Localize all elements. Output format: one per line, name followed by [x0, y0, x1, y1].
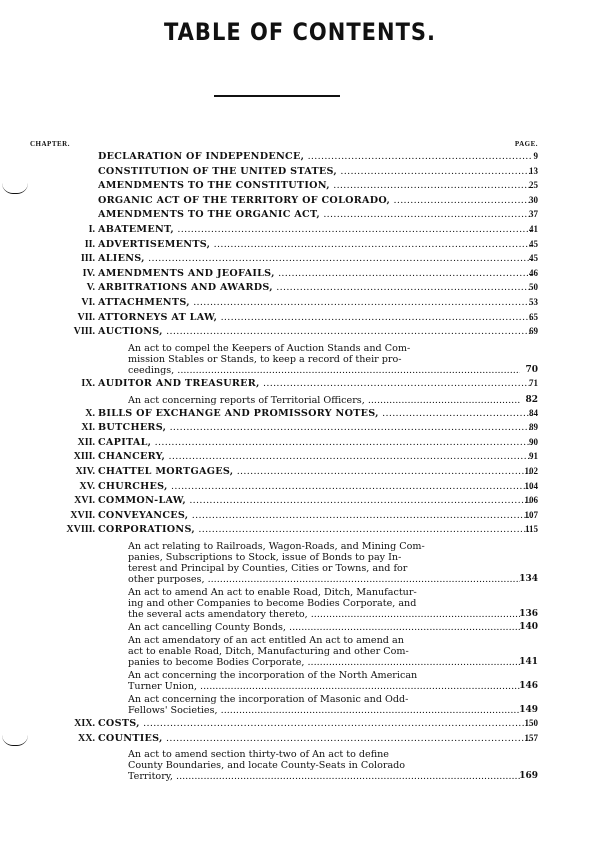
- chapter-number: VII.: [77, 311, 95, 323]
- toc-entry: [0, 510, 600, 525]
- subentry-line: County Boundaries, and locate County-Seats in Colorado: [128, 760, 406, 772]
- chapter-title: ORGANIC ACT OF THE TERRITORY OF COLORADO, .....: [98, 195, 532, 206]
- chapter-number: XI.: [81, 422, 95, 434]
- page-number: 69: [529, 326, 538, 337]
- subentry-line: Fellows' Societies, .....: [128, 705, 520, 716]
- toc-entry: [0, 166, 600, 181]
- page-number: 146: [519, 681, 538, 692]
- chapter-number: IV.: [82, 267, 95, 279]
- chapter-number: VI.: [81, 297, 95, 309]
- subentry-line: Turner Union, .....: [128, 681, 520, 692]
- page-number: 70: [525, 364, 538, 375]
- chapter-title: CHATTEL MORTGAGES, .....: [98, 466, 532, 477]
- chapter-number: XVII.: [70, 509, 95, 521]
- page-number: 141: [519, 657, 538, 668]
- toc-entry: [0, 378, 600, 393]
- subentry-line: terest and Principal by Counties, Cities or Towns, and for: [128, 563, 408, 575]
- page-number: 91: [529, 451, 538, 462]
- chapter-number: XIII.: [73, 451, 95, 463]
- page-number: 25: [529, 180, 538, 191]
- page-number: 89: [529, 422, 538, 433]
- subentry-line: panies, Subscriptions to Stock, issue of Bonds to pay In-: [128, 552, 402, 564]
- subentry-line: other purposes, .....: [128, 574, 520, 585]
- subentry-line: the several acts amendatory thereto, .....: [128, 609, 520, 620]
- title-rule: [214, 95, 340, 97]
- chapter-title: COSTS, .....: [98, 718, 532, 729]
- chapter-number: IX.: [81, 377, 95, 389]
- chapter-title: CHANCERY, .....: [98, 451, 532, 462]
- chapter-number: II.: [84, 238, 95, 250]
- contents-list: [0, 151, 600, 784]
- page-number: 150: [524, 718, 538, 729]
- page-number: 107: [524, 509, 538, 520]
- chapter-title: ADVERTISEMENTS, .....: [98, 239, 532, 250]
- subentry-line: An act cancelling County Bonds, .....: [128, 622, 520, 633]
- toc-entry: [0, 209, 600, 224]
- chapter-title: AMENDMENTS TO THE CONSTITUTION, .....: [98, 180, 532, 191]
- toc-entry: [0, 239, 600, 254]
- page-number: 46: [529, 267, 538, 278]
- page-number: 13: [529, 165, 538, 176]
- subentry-line: An act to compel the Keepers of Auction Stands and Com-: [128, 342, 411, 354]
- chapter-number: XVIII.: [66, 524, 95, 536]
- page-number: 115: [524, 524, 538, 535]
- page-number: 71: [529, 377, 538, 388]
- toc-entry: [0, 195, 600, 210]
- toc-entry: [0, 268, 600, 283]
- toc-entry: [0, 495, 600, 510]
- page-number: 50: [529, 282, 538, 293]
- chapter-title: AMENDMENTS TO THE ORGANIC ACT, .....: [98, 209, 532, 220]
- toc-subentry: [0, 395, 600, 406]
- chapter-title: AUDITOR AND TREASURER, .....: [98, 378, 532, 389]
- toc-entry: [0, 282, 600, 297]
- chapter-title: ARBITRATIONS AND AWARDS, .....: [98, 282, 532, 293]
- chapter-number: V.: [86, 282, 95, 294]
- page-number: 104: [524, 480, 538, 491]
- page-number: 134: [519, 574, 538, 585]
- chapter-number: XX.: [78, 732, 95, 744]
- toc-entry: [0, 422, 600, 437]
- toc-entry: [0, 408, 600, 423]
- subentry-line: An act concerning reports of Territorial Officers, .....: [128, 395, 520, 406]
- toc-subentry: [0, 635, 600, 668]
- chapter-title: COUNTIES, .....: [98, 733, 532, 744]
- page-number: 82: [525, 394, 538, 405]
- toc-entry: [0, 451, 600, 466]
- chapter-title: DECLARATION OF INDEPENDENCE, .....: [98, 151, 532, 162]
- subentry-line: ing and other Companies to become Bodies Corporate, and: [128, 598, 417, 610]
- chapter-title: AUCTIONS, .....: [98, 326, 532, 337]
- subentry-line: An act concerning the incorporation of Masonic and Odd-: [128, 694, 409, 706]
- page-number: 90: [529, 436, 538, 447]
- chapter-title: ATTACHMENTS, .....: [98, 297, 532, 308]
- chapter-title: BUTCHERS, .....: [98, 422, 532, 433]
- toc-subentry: [0, 541, 600, 585]
- chapter-title: AMENDMENTS AND JEOFAILS, .....: [98, 268, 532, 279]
- toc-subentry: [0, 670, 600, 692]
- chapter-title: ABATEMENT, .....: [98, 224, 532, 235]
- chapter-title: ATTORNEYS AT LAW, .....: [98, 312, 532, 323]
- subentry-line: Territory, .....: [128, 771, 520, 782]
- subentry-line: An act concerning the incorporation of the North American: [128, 670, 418, 682]
- chapter-number: X.: [85, 407, 95, 419]
- toc-entry: [0, 253, 600, 268]
- page-number: 41: [529, 224, 538, 235]
- toc-entry: [0, 481, 600, 496]
- toc-entry: [0, 151, 600, 166]
- toc-entry: [0, 326, 600, 341]
- subentry-line: panies to become Bodies Corporate, .....: [128, 657, 520, 668]
- page-number: 45: [529, 253, 538, 264]
- toc-entry: [0, 524, 600, 539]
- chapter-title: CHURCHES, .....: [98, 481, 532, 492]
- toc-entry: [0, 437, 600, 452]
- page-number: 53: [529, 297, 538, 308]
- chapter-column-header: CHAPTER.: [30, 140, 70, 148]
- page-number: 140: [519, 622, 538, 633]
- chapter-number: XII.: [77, 436, 95, 448]
- page-number: 102: [524, 465, 538, 476]
- page-title: TABLE OF CONTENTS.: [163, 18, 436, 46]
- chapter-number: VIII.: [73, 326, 95, 338]
- page-number: 106: [524, 495, 538, 506]
- page-number: 9: [533, 151, 538, 161]
- toc-subentry: [0, 694, 600, 716]
- chapter-title: CONSTITUTION OF THE UNITED STATES, .....: [98, 166, 532, 177]
- toc-subentry: [0, 622, 600, 633]
- toc-entry: [0, 224, 600, 239]
- toc-subentry: [0, 587, 600, 620]
- toc-entry: [0, 297, 600, 312]
- chapter-number: XIV.: [75, 465, 95, 477]
- page-number: 157: [524, 732, 538, 743]
- page-number: 45: [529, 238, 538, 249]
- toc-entry: [0, 312, 600, 327]
- chapter-title: CORPORATIONS, .....: [98, 524, 532, 535]
- page-number: 149: [519, 705, 538, 716]
- toc-entry: [0, 718, 600, 733]
- chapter-title: BILLS OF EXCHANGE AND PROMISSORY NOTES, .....: [98, 408, 532, 419]
- chapter-number: III.: [80, 253, 95, 265]
- page-column-header: PAGE.: [514, 140, 538, 148]
- chapter-title: ALIENS, .....: [98, 253, 532, 264]
- chapter-title: COMMON-LAW, .....: [98, 495, 532, 506]
- chapter-number: XV.: [79, 480, 95, 492]
- chapter-number: I.: [88, 224, 95, 236]
- subentry-line: An act amendatory of an act entitled An act to amend an: [128, 635, 404, 647]
- page-number: 30: [529, 194, 538, 205]
- chapter-number: XVI.: [74, 495, 95, 507]
- subentry-line: mission Stables or Stands, to keep a record of their pro-: [128, 353, 402, 365]
- page-number: 65: [529, 311, 538, 322]
- subentry-line: An act relating to Railroads, Wagon-Roads, and Mining Com-: [128, 541, 425, 553]
- page-number: 37: [529, 209, 538, 220]
- chapter-title: CAPITAL, .....: [98, 437, 532, 448]
- toc-entry: [0, 733, 600, 748]
- toc-subentry: [0, 343, 600, 376]
- subentry-line: act to enable Road, Ditch, Manufacturing and other Com-: [128, 646, 409, 658]
- page-number: 169: [519, 771, 538, 782]
- toc-subentry: [0, 749, 600, 782]
- subentry-line: ceedings, .....: [128, 365, 520, 376]
- chapter-number: XIX.: [74, 718, 95, 730]
- toc-entry: [0, 180, 600, 195]
- page-number: 136: [519, 609, 538, 620]
- page-number: 84: [529, 407, 538, 418]
- subentry-line: An act to amend An act to enable Road, Ditch, Manufactur-: [128, 587, 417, 599]
- toc-entry: [0, 466, 600, 481]
- chapter-title: CONVEYANCES, .....: [98, 510, 532, 521]
- subentry-line: An act to amend section thirty-two of An act to define: [128, 749, 389, 761]
